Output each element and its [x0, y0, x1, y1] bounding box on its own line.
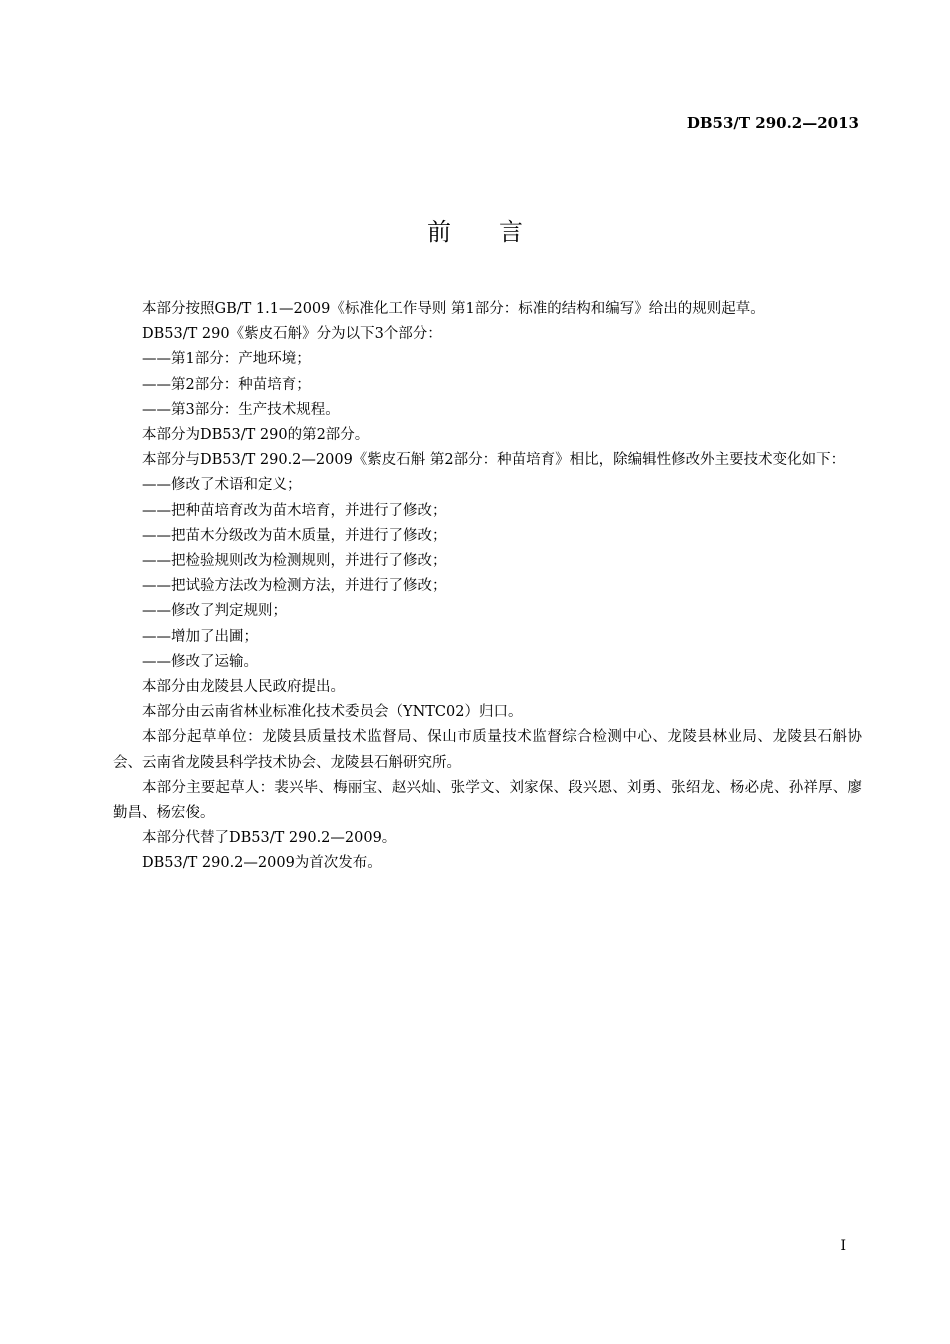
list-item-change-transport: ——修改了运输。 [142, 653, 258, 670]
list-item-change-quality: ——把苗木分级改为苗木质量，并进行了修改； [142, 527, 447, 544]
list-item-change-test-method: ——把试验方法改为检测方法，并进行了修改； [142, 578, 447, 595]
foreword-body [113, 297, 862, 877]
paragraph-this-part: 本部分为DB53/T 290的第2部分。 [142, 427, 370, 444]
list-item-part-1: ——第1部分：产地环境； [142, 351, 311, 368]
list-item-change-inspection: ——把检验规则改为检测规则，并进行了修改； [142, 553, 447, 570]
paragraph-proposer: 本部分由龙陵县人民政府提出。 [142, 679, 345, 696]
page-title: 前言 [427, 218, 571, 246]
paragraph-changes-intro: 本部分与DB53/T 290.2—2009《紫皮石斛 第2部分：种苗培育》相比，除编辑性修改外主要技术变化如下： [142, 452, 846, 469]
paragraph-drafting-units: 本部分起草单位：龙陵县质量技术监督局、保山市质量技术监督综合检测中心、龙陵县林业局、龙陵县石斛协会、云南省龙陵县科学技术协会、龙陵县石斛研究所。 [113, 729, 862, 771]
list-item-part-3: ——第3部分：生产技术规程。 [142, 401, 340, 418]
paragraph-drafting-rules: 本部分按照GB/T 1.1—2009《标准化工作导则 第1部分：标准的结构和编写》给出的规则起草。 [142, 301, 765, 317]
list-item-change-nursery: ——增加了出圃； [142, 628, 258, 645]
paragraph-first-release: DB53/T 290.2—2009为首次发布。 [142, 855, 382, 872]
list-item-change-judgement: ——修改了判定规则； [142, 603, 287, 620]
document-number: DB53/T 290.2—2013 [686, 114, 859, 132]
page-number: I [840, 1238, 846, 1254]
paragraph-committee: 本部分由云南省林业标准化技术委员会（YNTC02）归口。 [142, 704, 523, 721]
paragraph-replaces: 本部分代替了DB53/T 290.2—2009。 [142, 830, 397, 847]
list-item-change-cultivation: ——把种苗培育改为苗木培育，并进行了修改； [142, 502, 447, 519]
list-item-change-terms: ——修改了术语和定义； [142, 477, 302, 494]
list-item-part-2: ——第2部分：种苗培育； [142, 376, 311, 393]
paragraph-parts-intro: DB53/T 290《紫皮石斛》分为以下3个部分： [142, 326, 442, 343]
paragraph-drafters: 本部分主要起草人：裴兴毕、梅丽宝、赵兴灿、张学文、刘家保、段兴恩、刘勇、张绍龙、杨必虎、孙祥厚、廖勤昌、杨宏俊。 [113, 779, 862, 822]
